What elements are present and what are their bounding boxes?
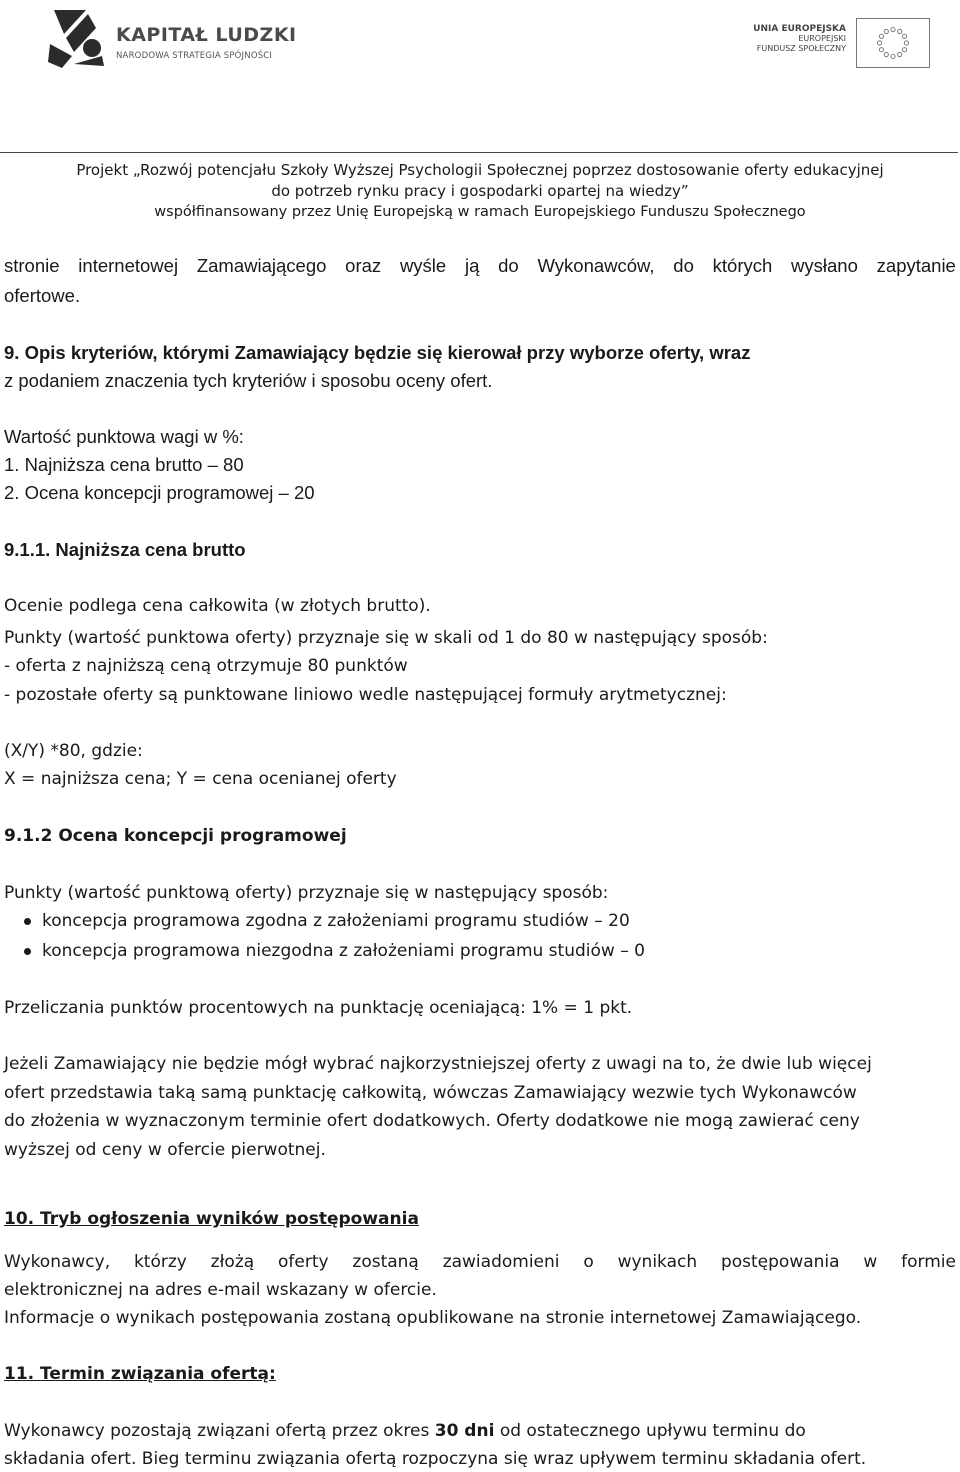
formula: (X/Y) *80, gdzie: (4, 741, 143, 761)
conversion-note: Przeliczania punktów procentowych na punktację oceniającą: 1% = 1 pkt. (4, 998, 633, 1018)
section-10-line-1 (4, 1252, 956, 1272)
word: złożą (210, 1252, 255, 1272)
project-title (0, 160, 960, 223)
eu-line-2: EUROPEJSKI (798, 34, 846, 43)
section-911-paragraph-3: - oferta z najniższą ceną otrzymuje 80 punktów (4, 656, 408, 676)
eu-flag-icon (856, 18, 930, 68)
section-911-paragraph-4: - pozostałe oferty są punktowane liniowo wedle następującej formuły arytmetycznej: (4, 685, 727, 705)
tie-paragraph-line-1: Jeżeli Zamawiający nie będzie mógł wybrać najkorzystniejszej oferty z uwagi na to, że dwie lub więcej (4, 1054, 872, 1074)
word: wyśle (399, 255, 447, 276)
weight-item-1: 1. Najniższa cena brutto – 80 (4, 454, 244, 475)
tie-paragraph-line-3: do złożenia w wyznaczonym terminie ofert dodatkowych. Oferty dodatkowe nie mogą zawierać ceny (4, 1111, 860, 1131)
word: którzy (133, 1252, 187, 1272)
section-11-line-1-post: od ostatecznego upływu terminu do (494, 1421, 806, 1441)
section-11-line-1-pre: Wykonawcy pozostają związani ofertą przez okres (4, 1421, 435, 1441)
word: zawiadomieni (442, 1252, 560, 1272)
bullet-icon (24, 918, 31, 925)
section-11-line-2: składania ofert. Bieg terminu związania ofertą rozpoczyna się wraz upływem terminu składania ofert. (4, 1449, 867, 1469)
word: formie (901, 1252, 956, 1272)
section-9-heading-line-1: 9. Opis kryteriów, którymi Zamawiający będzie się kierował przy wyborze oferty, wraz (4, 342, 751, 363)
kapital-ludzki-logo (44, 4, 297, 70)
section-911-paragraph-1: Ocenie podlega cena całkowita (w złotych brutto). (4, 596, 431, 616)
section-10-line-3: Informacje o wynikach postępowania zostaną opublikowane na stronie internetowej Zamawiającego. (4, 1308, 862, 1328)
section-11-line-1-bold: 30 dni (434, 1421, 495, 1441)
project-title-line-1: Projekt „Rozwój potencjału Szkoły Wyższej Psychologii Społecznej poprzez dostosowanie oferty edukacyjnej (76, 161, 884, 179)
criteria-list-item-1: koncepcja programowa zgodna z założeniami programu studiów – 20 (42, 911, 630, 931)
tie-paragraph-line-2: ofert przedstawia taką samą punktację całkowitą, wówczas Zamawiający wezwie tych Wykonawców (4, 1083, 857, 1103)
section-911-paragraph-2: Punkty (wartość punktowa oferty) przyznaje się w skali od 1 do 80 w następujący sposób: (4, 628, 768, 648)
word: zapytanie (876, 255, 956, 276)
section-912-intro: Punkty (wartość punktową oferty) przyznaje się w następujący sposób: (4, 883, 609, 903)
word: wysłano (791, 255, 858, 276)
word: Wykonawców, (537, 255, 655, 276)
word: Zamawiającego (196, 255, 327, 276)
intro-paragraph-line-2: ofertowe. (4, 285, 81, 306)
section-9-heading-line-2: z podaniem znaczenia tych kryteriów i sposobu oceny ofert. (4, 370, 493, 391)
word: o (583, 1252, 594, 1272)
word: ją (464, 255, 480, 276)
criteria-list-item-2: koncepcja programowa niezgodna z założeniami programu studiów – 0 (42, 941, 645, 961)
intro-paragraph-line-1 (4, 255, 956, 277)
section-11-heading: 11. Termin związania ofertą: (4, 1364, 276, 1384)
word: zostaną (352, 1252, 419, 1272)
section-10-line-2: elektronicznej na adres e-mail wskazany w ofercie. (4, 1280, 437, 1300)
eu-line-1: UNIA EUROPEJSKA (753, 24, 846, 34)
tie-paragraph-line-4: wyższej od ceny w ofercie pierwotnej. (4, 1140, 326, 1160)
eu-line-3: FUNDUSZ SPOŁECZNY (756, 44, 846, 53)
word: oraz (345, 255, 382, 276)
word: postępowania (720, 1252, 840, 1272)
section-911-heading: 9.1.1. Najniższa cena brutto (4, 539, 246, 560)
word: oferty (278, 1252, 329, 1272)
word: stronie (4, 255, 60, 276)
bullet-icon (24, 948, 31, 955)
eu-logo-text (753, 24, 846, 54)
eu-logo (752, 10, 932, 70)
section-10-heading: 10. Tryb ogłoszenia wyników postępowania (4, 1209, 419, 1229)
formula-legend: X = najniższa cena; Y = cena ocenianej oferty (4, 769, 397, 789)
section-912-heading: 9.1.2 Ocena koncepcji programowej (4, 826, 347, 846)
word: wynikach (617, 1252, 698, 1272)
word: Wykonawcy, (4, 1252, 111, 1272)
word: w (863, 1252, 878, 1272)
project-title-line-3: współfinansowany przez Unię Europejską w ramach Europejskiego Funduszu Społecznego (154, 204, 806, 220)
header-divider (0, 152, 958, 153)
weights-heading: Wartość punktowa wagi w %: (4, 426, 244, 447)
kapital-ludzki-subtitle: NARODOWA STRATEGIA SPÓJNOŚCI (116, 51, 273, 61)
word: których (712, 255, 773, 276)
weight-item-2: 2. Ocena koncepcji programowej – 20 (4, 482, 315, 503)
word: do (498, 255, 519, 276)
word: do (673, 255, 694, 276)
kapital-ludzki-emblem-icon (44, 4, 110, 70)
project-title-line-2: do potrzeb rynku pracy i gospodarki opartej na wiedzy” (271, 182, 689, 200)
word: internetowej (78, 255, 179, 276)
kapital-ludzki-title: KAPITAŁ LUDZKI (116, 24, 297, 46)
section-11-line-1 (4, 1421, 806, 1441)
